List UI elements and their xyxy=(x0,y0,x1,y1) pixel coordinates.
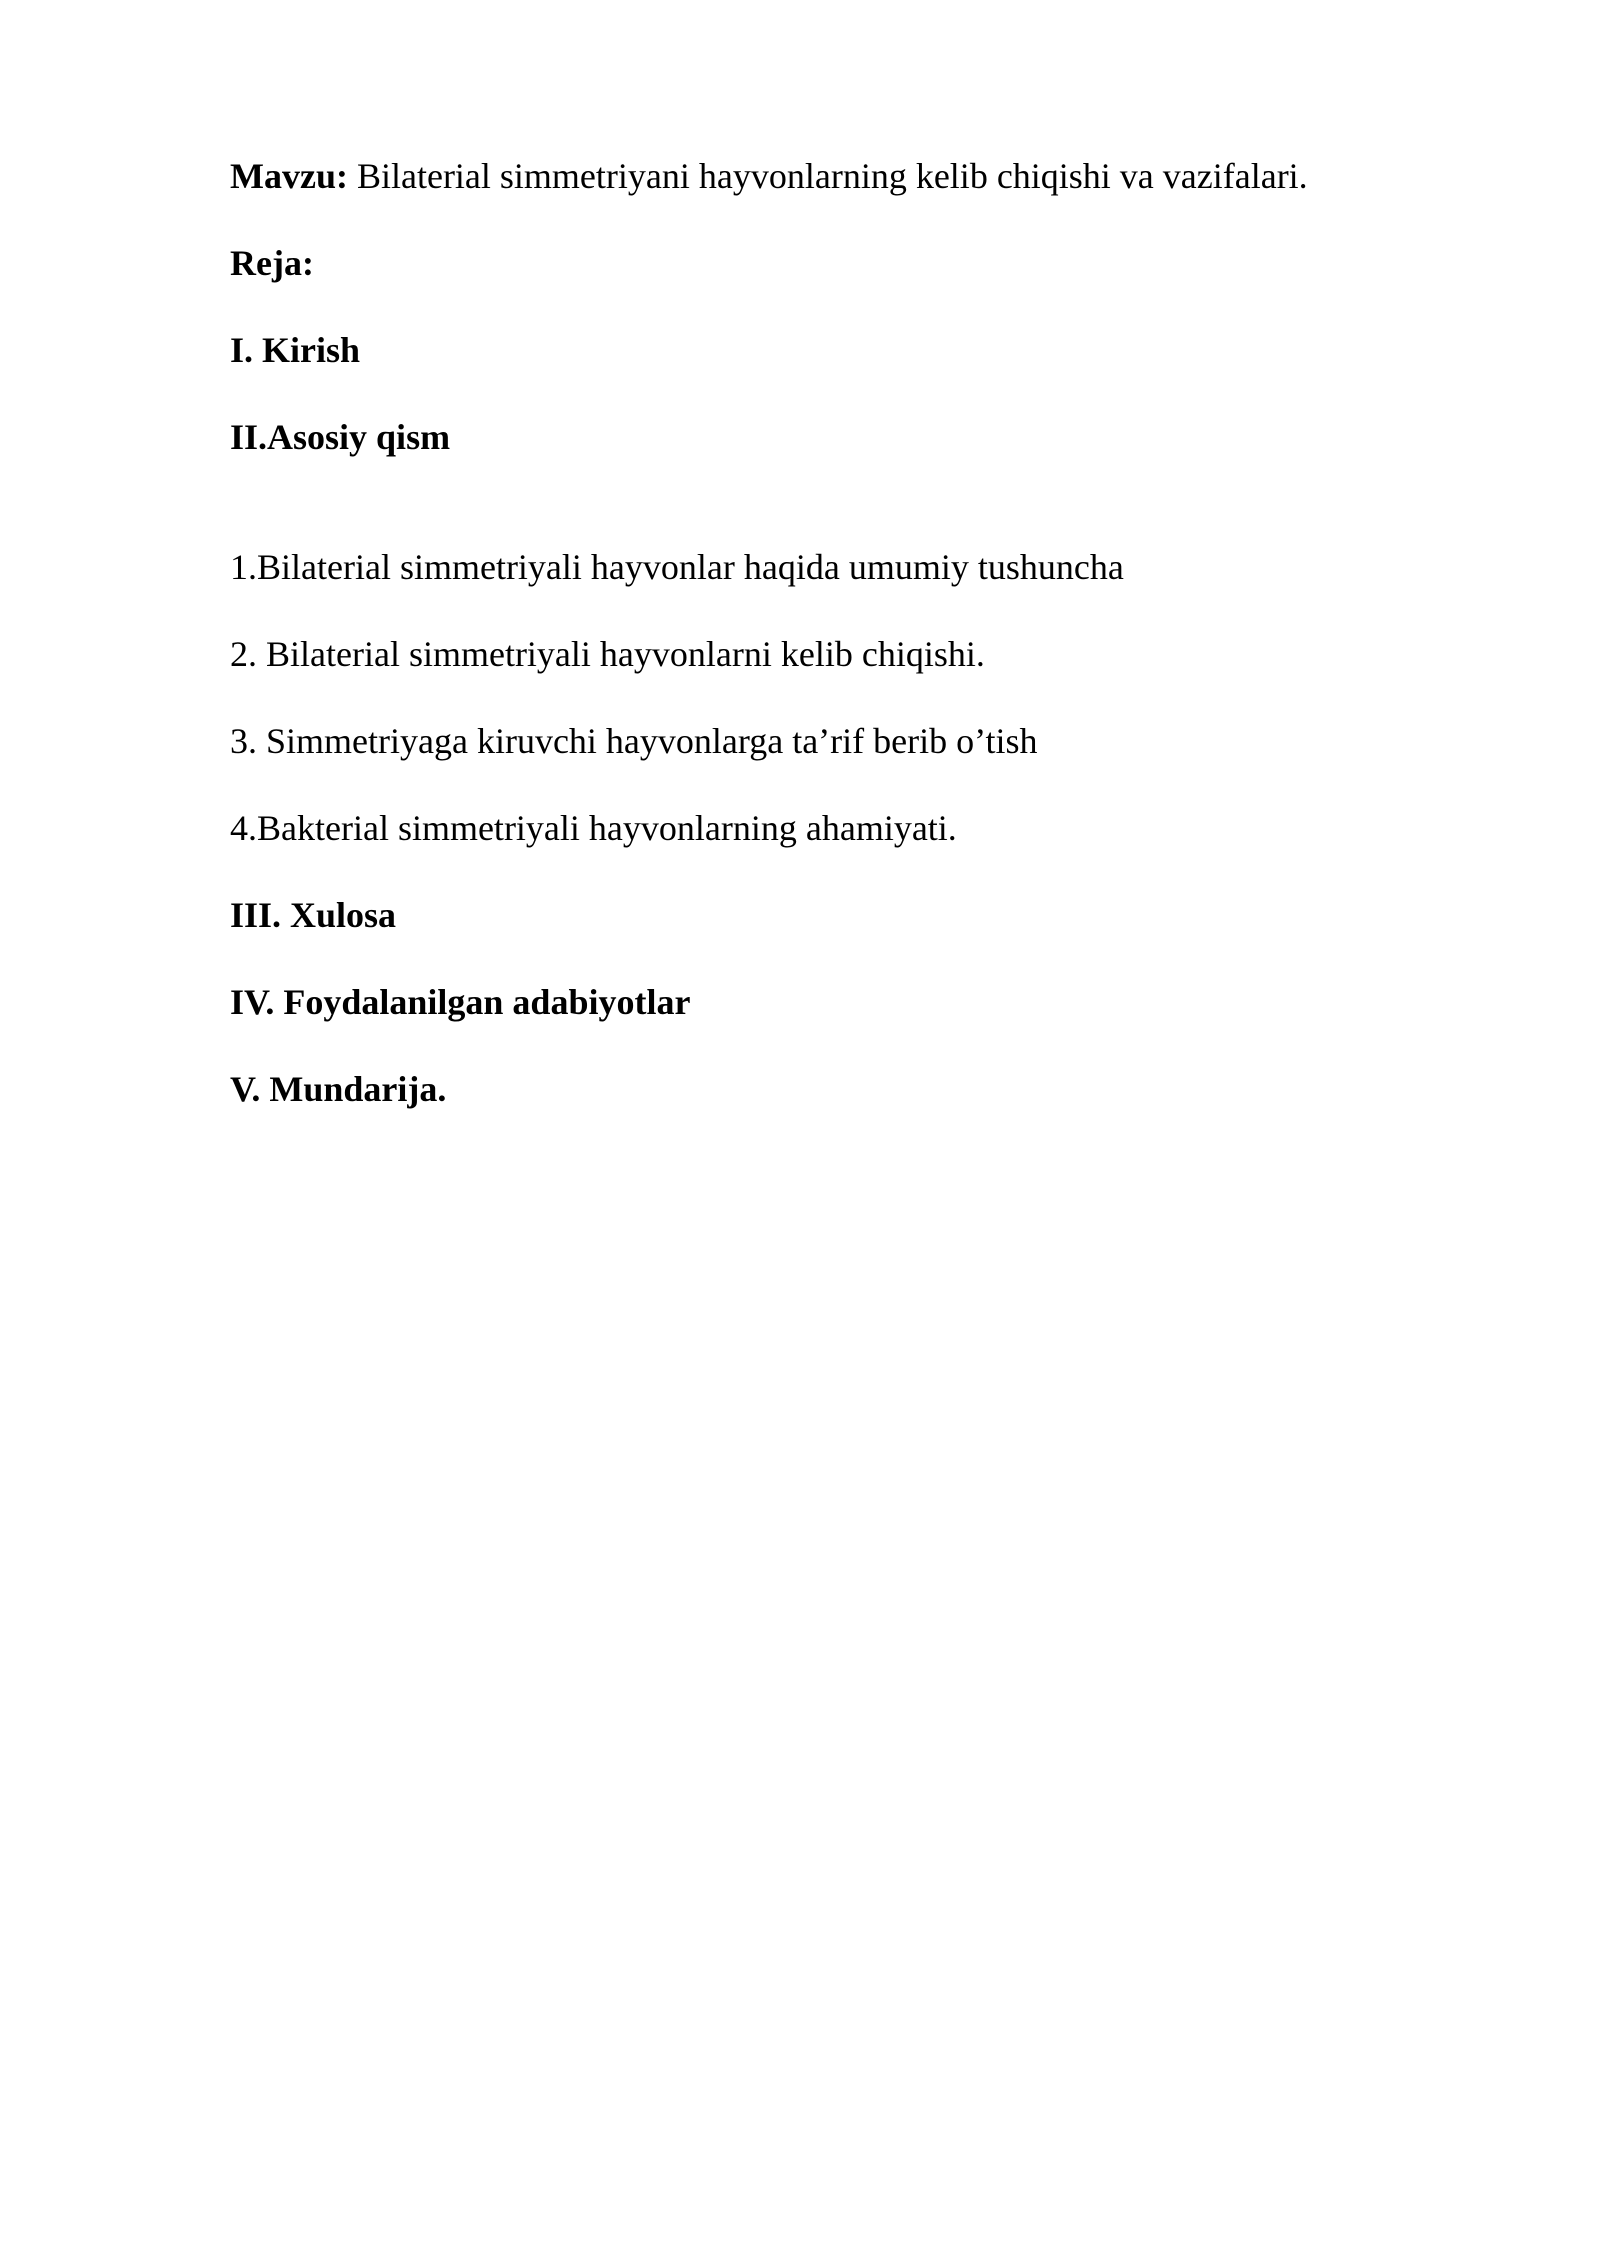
main-item-4: 4.Bakterial simmetriyali hayvonlarning ahamiyati. xyxy=(230,808,957,848)
section-main: II.Asosiy qism xyxy=(230,417,451,457)
plan-heading: Reja: xyxy=(230,243,314,283)
main-item-1: 1.Bilaterial simmetriyali hayvonlar haqida umumiy tushuncha xyxy=(230,547,1124,587)
section-conclusion: III. Xulosa xyxy=(230,895,397,935)
topic-text: Bilaterial simmetriyani hayvonlarning kelib chiqishi va vazifalari. xyxy=(347,156,1308,196)
main-item-2: 2. Bilaterial simmetriyali hayvonlarni kelib chiqishi. xyxy=(230,634,985,674)
topic-line xyxy=(230,158,1308,194)
section-intro: I. Kirish xyxy=(230,330,361,370)
topic-label: Mavzu: xyxy=(230,156,348,196)
section-contents: V. Mundarija. xyxy=(230,1069,447,1109)
main-item-3: 3. Simmetriyaga kiruvchi hayvonlarga ta’rif berib o’tish xyxy=(230,721,1038,761)
section-references: IV. Foydalanilgan adabiyotlar xyxy=(230,982,691,1022)
